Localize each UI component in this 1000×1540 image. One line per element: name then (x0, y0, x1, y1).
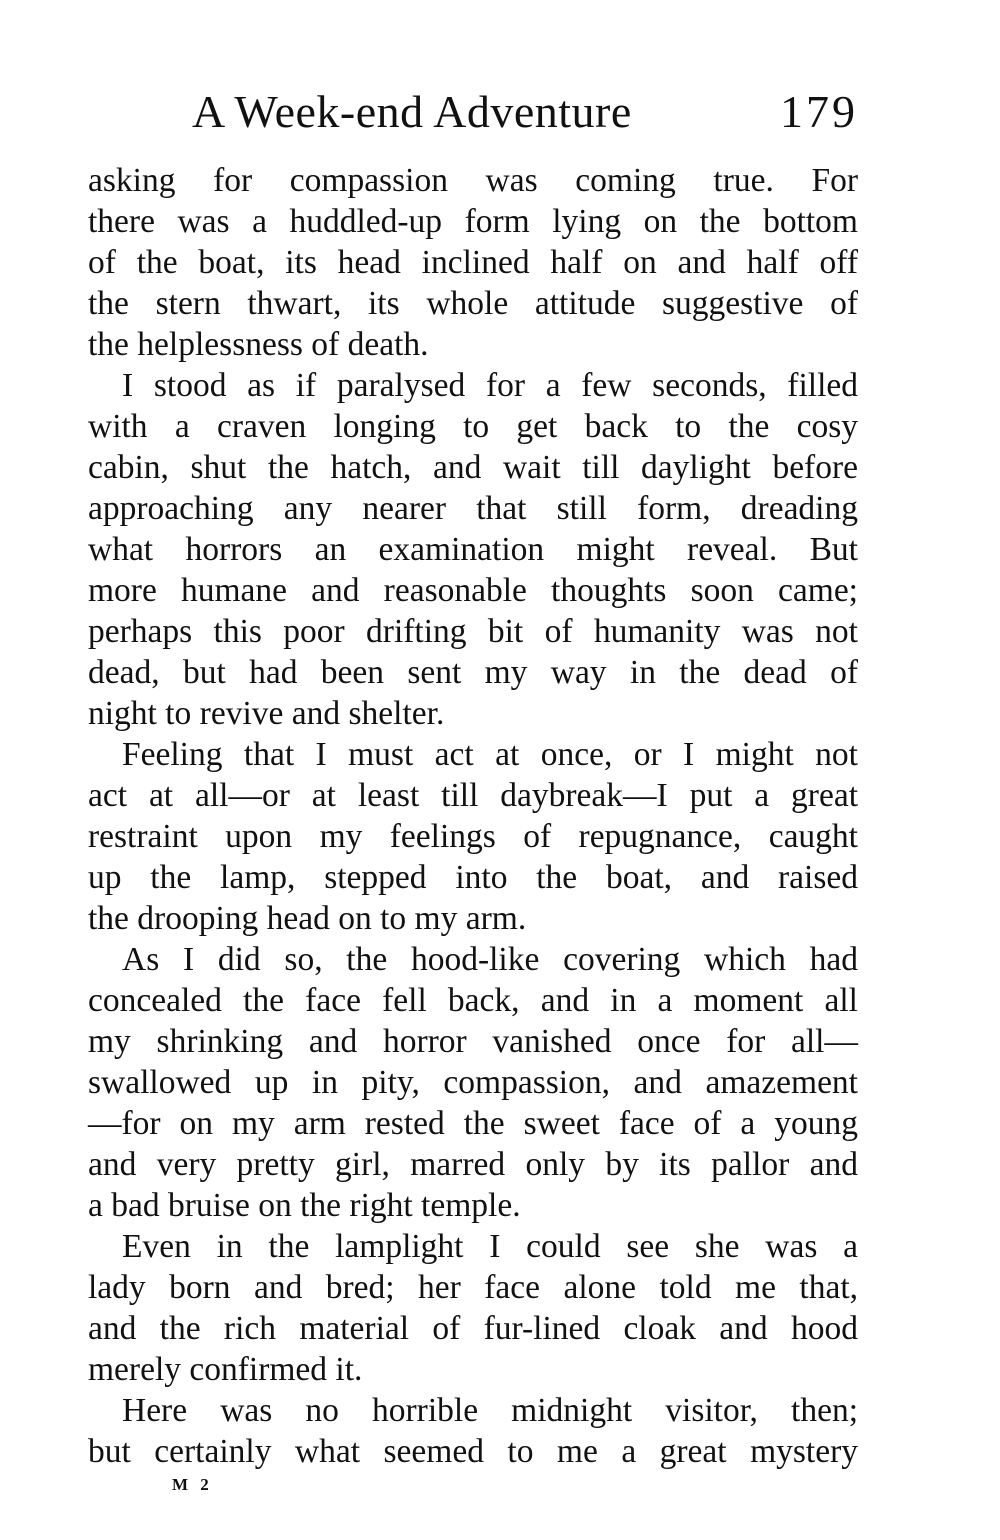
text-line: night to revive and shelter. (88, 695, 445, 732)
page-number: 179 (780, 86, 858, 137)
text-line: Feeling that I must act at once, or I might not (122, 736, 858, 773)
text-line: and the rich material of fur-lined cloak and hood (88, 1310, 858, 1347)
text-line: more humane and reasonable thoughts soon came; (88, 572, 858, 609)
paragraph (88, 939, 858, 1226)
text-line: restraint upon my feelings of repugnance, caught (88, 818, 858, 855)
text-line: what horrors an examination might reveal. But (88, 531, 858, 568)
text-line: the stern thwart, its whole attitude suggestive of (88, 285, 858, 322)
text-line: —for on my arm rested the sweet face of a young (88, 1105, 858, 1142)
text-line: the drooping head on to my arm. (88, 900, 527, 937)
text-line: lady born and bred; her face alone told me that, (88, 1269, 858, 1306)
text-line: perhaps this poor drifting bit of humanity was not (88, 613, 858, 650)
text-line: act at all—or at least till daybreak—I put a great (88, 777, 858, 814)
text-line: asking for compassion was coming true. For (88, 162, 858, 199)
text-line: approaching any nearer that still form, dreading (88, 490, 858, 527)
paragraph (88, 365, 858, 734)
text-line: up the lamp, stepped into the boat, and raised (88, 859, 858, 896)
text-line: but certainly what seemed to me a great mystery (88, 1433, 858, 1470)
text-line: the helplessness of death. (88, 326, 429, 363)
paragraph (88, 1390, 858, 1472)
signature-mark: M 2 (172, 1475, 213, 1494)
text-line: a bad bruise on the right temple. (88, 1187, 521, 1224)
text-line: Here was no horrible midnight visitor, then; (122, 1392, 858, 1429)
text-line: I stood as if paralysed for a few seconds, filled (122, 367, 858, 404)
text-line: Even in the lamplight I could see she was a (122, 1228, 858, 1265)
running-head (192, 82, 858, 142)
text-line: and very pretty girl, marred only by its pallor and (88, 1146, 858, 1183)
text-line: with a craven longing to get back to the cosy (88, 408, 858, 445)
text-line: cabin, shut the hatch, and wait till daylight before (88, 449, 858, 486)
text-line: of the boat, its head inclined half on and half off (88, 244, 858, 281)
paragraph (88, 160, 858, 365)
text-line: concealed the face fell back, and in a moment all (88, 982, 858, 1019)
text-line: merely confirmed it. (88, 1351, 363, 1388)
text-line: my shrinking and horror vanished once for all— (88, 1023, 858, 1060)
text-line: dead, but had been sent my way in the dead of (88, 654, 858, 691)
text-line: As I did so, the hood-like covering which had (122, 941, 858, 978)
chapter-title: A Week-end Adventure (192, 86, 632, 137)
paragraph (88, 734, 858, 939)
text-line: there was a huddled-up form lying on the bottom (88, 203, 858, 240)
text-line: swallowed up in pity, compassion, and amazement (88, 1064, 858, 1101)
body-text (88, 160, 858, 1472)
paragraph (88, 1226, 858, 1390)
